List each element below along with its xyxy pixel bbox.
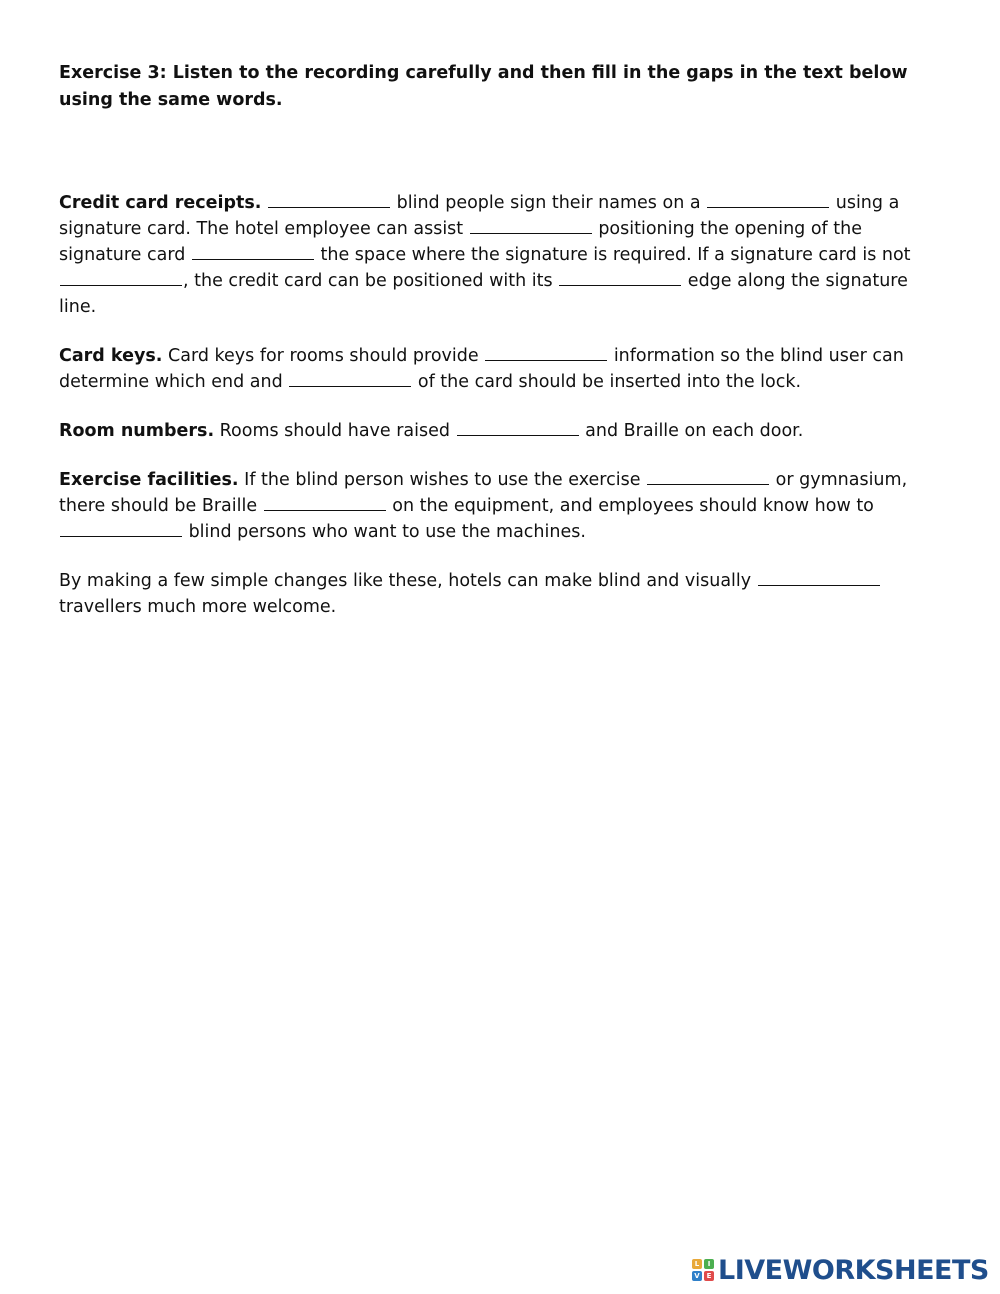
- gap-blank[interactable]: [485, 346, 607, 361]
- paragraph-text: on the equipment, and employees should know how to: [392, 496, 874, 516]
- paragraph-text: Rooms should have raised: [219, 421, 451, 441]
- paragraph-credit-card-receipts: [59, 190, 949, 320]
- gap-blank[interactable]: [268, 193, 390, 208]
- gap-blank[interactable]: [264, 496, 386, 511]
- paragraph-text: using a signature card. The hotel employee can assist: [59, 193, 900, 239]
- worksheet-page: [59, 60, 949, 643]
- exercise-instruction: Exercise 3: Listen to the recording carefully and then fill in the gaps in the text below using the same words.: [59, 63, 908, 110]
- paragraph-text: , the credit card can be positioned with its: [183, 271, 553, 291]
- gap-blank[interactable]: [707, 193, 829, 208]
- gap-blank[interactable]: [60, 271, 182, 286]
- paragraph-text: edge along the signature line.: [59, 271, 908, 317]
- paragraph-text: Card keys for rooms should provide: [168, 346, 479, 366]
- paragraph-text: travellers much more welcome.: [59, 597, 337, 617]
- paragraph-exercise-facilities: [59, 467, 949, 545]
- logo-mark-square: I: [704, 1259, 714, 1269]
- gap-fill-text: [59, 190, 949, 620]
- logo-wordmark: LIVEWORKSHEETS: [718, 1254, 989, 1286]
- logo-mark-square: L: [692, 1259, 702, 1269]
- gap-blank[interactable]: [60, 522, 182, 537]
- logo-mark-square: V: [692, 1271, 702, 1281]
- paragraph-text: of the card should be inserted into the lock.: [417, 372, 802, 392]
- paragraph-heading: Room numbers.: [59, 421, 215, 441]
- paragraph-text: and Braille on each door.: [585, 421, 804, 441]
- paragraph-text: the space where the signature is required. If a signature card is not: [320, 245, 911, 265]
- paragraph-text: If the blind person wishes to use the exercise: [244, 470, 641, 490]
- paragraph-text: By making a few simple changes like these, hotels can make blind and visually: [59, 571, 752, 591]
- paragraph-text: or gymnasium, there should be Braille: [59, 470, 908, 516]
- paragraph-heading: Credit card receipts.: [59, 193, 262, 213]
- paragraph-room-numbers: [59, 418, 949, 444]
- paragraph-closing: [59, 568, 949, 620]
- gap-blank[interactable]: [647, 470, 769, 485]
- logo-mark-square: E: [704, 1271, 714, 1281]
- paragraph-heading: Exercise facilities.: [59, 470, 239, 490]
- paragraph-text: positioning the opening of the signature card: [59, 219, 862, 265]
- gap-blank[interactable]: [289, 372, 411, 387]
- paragraph-heading: Card keys.: [59, 346, 163, 366]
- gap-blank[interactable]: [192, 245, 314, 260]
- paragraph-text: blind persons who want to use the machines.: [188, 522, 586, 542]
- gap-blank[interactable]: [470, 219, 592, 234]
- paragraph-text: blind people sign their names on a: [396, 193, 701, 213]
- gap-blank[interactable]: [559, 271, 681, 286]
- gap-blank[interactable]: [758, 571, 880, 586]
- paragraph-card-keys: [59, 343, 949, 395]
- gap-blank[interactable]: [457, 421, 579, 436]
- liveworksheets-logo: [692, 1255, 989, 1285]
- liveworksheets-mark-icon: [692, 1259, 714, 1281]
- paragraph-text: information so the blind user can determine which end and: [59, 346, 904, 392]
